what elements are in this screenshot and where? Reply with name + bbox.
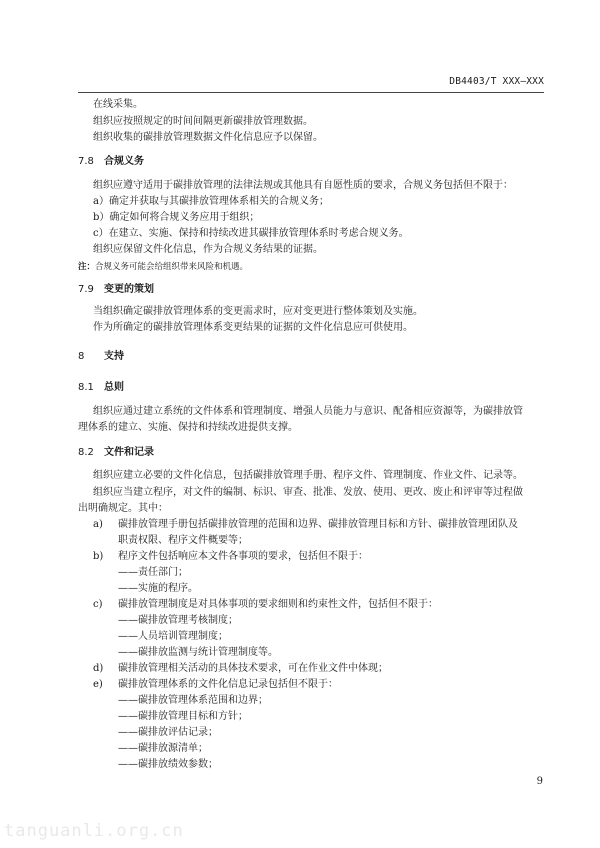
note <box>78 261 248 273</box>
sub-list-item: ——人员培训管理制度； <box>118 631 228 642</box>
section-title: 总则 <box>104 382 124 393</box>
list-item: a）确定并获取与其碳排放管理体系相关的合规义务； <box>93 196 329 207</box>
sub-list-item: ——实施的程序。 <box>118 583 198 594</box>
list-item: 碳排放管理相关活动的具体技术要求，可在作业文件中体现； <box>118 663 388 674</box>
list-item: 程序文件包括响应本文件各事项的要求，包括但不限于： <box>118 551 368 562</box>
section-heading-7-9 <box>78 283 154 297</box>
body-line: 在线采集。 <box>93 99 143 110</box>
sub-list-item: ——碳排放源清单； <box>118 743 208 754</box>
list-item: b）确定如何将合规义务应用于组织； <box>93 212 260 223</box>
note-label: 注： <box>78 262 96 272</box>
section-title: 文件和记录 <box>104 447 154 458</box>
section-number: 8 <box>78 351 85 362</box>
list-item: 职责权限、程序文件概要等； <box>118 535 248 546</box>
list-marker: a) <box>93 519 103 530</box>
list-marker: c) <box>93 599 103 610</box>
body-line: 组织应遵守适用于碳排放管理的法律法规或其他具有自愿性质的要求，合规义务包括但不限于： <box>93 180 513 191</box>
list-item: 碳排放管理手册包括碳排放管理的范围和边界、碳排放管理目标和方针、碳排放管理团队及 <box>118 519 518 530</box>
list-marker: b) <box>93 551 104 562</box>
section-heading-8 <box>78 350 124 364</box>
body-line: 出明确规定。其中： <box>78 503 168 514</box>
sub-list-item: ——责任部门； <box>118 567 188 578</box>
section-number: 7.9 <box>78 284 94 295</box>
header-rule <box>78 92 544 93</box>
body-line: 当组织确定碳排放管理体系的变更需求时，应对变更进行整体策划及实施。 <box>93 306 423 317</box>
body-line: 组织应建立必要的文件化信息，包括碳排放管理手册、程序文件、管理制度、作业文件、记录等。 <box>93 470 523 481</box>
list-item: c）在建立、实施、保持和持续改进其碳排放管理体系时考虑合规义务。 <box>93 228 409 239</box>
sub-list-item: ——碳排放管理目标和方针； <box>118 711 248 722</box>
section-number: 7.8 <box>78 156 94 167</box>
section-heading-7-8 <box>78 155 144 169</box>
section-number: 8.1 <box>78 382 94 393</box>
body-line: 组织应保留文件化信息，作为合规义务结果的证据。 <box>93 244 323 255</box>
body-line: 组织应通过建立系统的文件体系和管理制度、增强人员能力与意识、配备相应资源等，为碳排放管 <box>93 406 523 417</box>
body-line: 组织应按照规定的时间间隔更新碳排放管理数据。 <box>93 116 313 127</box>
list-marker: d) <box>93 663 104 674</box>
sub-list-item: ——碳排放监测与统计管理制度等。 <box>118 647 278 658</box>
page-number: 9 <box>536 776 543 787</box>
body-line: 理体系的建立、实施、保持和持续改进提供支撑。 <box>78 422 298 433</box>
sub-list-item: ——碳排放绩效参数； <box>118 759 218 770</box>
section-title: 变更的策划 <box>104 284 154 295</box>
document-code: DB4403/T XXX—XXX <box>449 76 544 87</box>
section-number: 8.2 <box>78 447 94 458</box>
sub-list-item: ——碳排放管理体系范围和边界； <box>118 695 268 706</box>
body-line: 组织应当建立程序，对文件的编制、标识、审查、批准、发放、使用、更改、废止和评审等过程做 <box>93 487 523 498</box>
list-item: 碳排放管理体系的文件化信息记录包括但不限于： <box>118 679 338 690</box>
section-title: 合规义务 <box>104 156 144 167</box>
body-line: 作为所确定的碳排放管理体系变更结果的证据的文件化信息应可供使用。 <box>93 322 413 333</box>
watermark: tanguanli.org.cn <box>4 821 184 841</box>
section-title: 支持 <box>104 351 124 362</box>
note-text: 合规义务可能会给组织带来风险和机遇。 <box>95 262 249 272</box>
sub-list-item: ——碳排放管理考核制度； <box>118 615 238 626</box>
list-marker: e) <box>93 679 103 690</box>
section-heading-8-1 <box>78 381 124 395</box>
list-item: 碳排放管理制度是对具体事项的要求细则和约束性文件，包括但不限于： <box>118 599 438 610</box>
sub-list-item: ——碳排放评估记录； <box>118 727 218 738</box>
body-line: 组织收集的碳排放管理数据文件化信息应予以保留。 <box>93 132 323 143</box>
section-heading-8-2 <box>78 446 154 460</box>
